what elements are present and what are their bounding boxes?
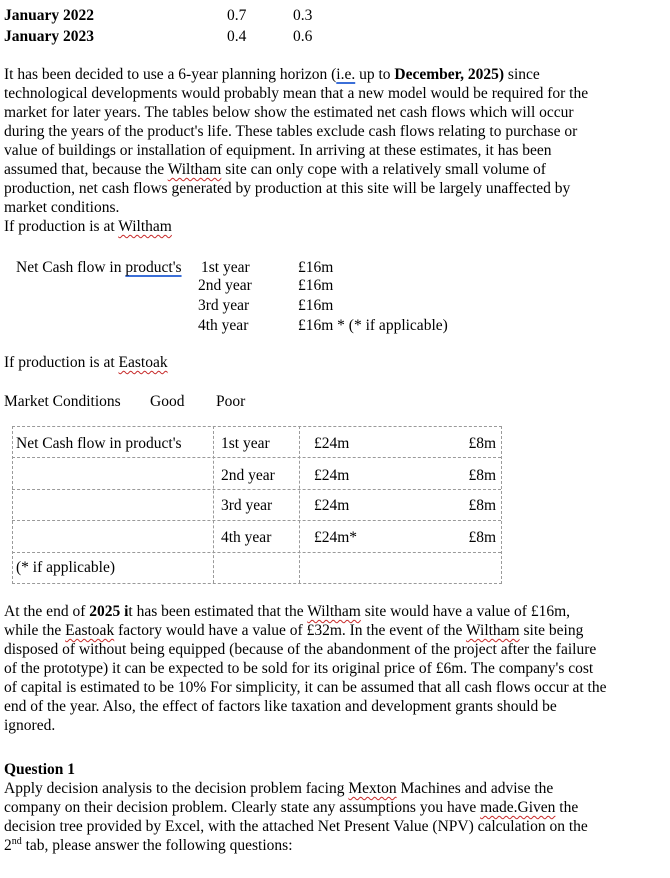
year-label: 4th year bbox=[221, 529, 272, 546]
good-value: £24m bbox=[314, 435, 350, 452]
end-paragraph: At the end of 2025 it has been estimated that the Wiltham site would have a value of £16m, while the Eastoak factory would have a value of £32m. In the event of the Wiltham site being disposed of without being equipped (because of the abandonment of the project after the failure of the prototype) it can be expected to be sold for its original price of £6m. The company's cost of capital is estimated to be 10% For simplicity, it can be assumed that all cash flows occur at the end of the year. Also, the effect of factors like taxation and development grants should be ignored. bbox=[4, 603, 607, 734]
row-value: 0.4 bbox=[227, 28, 247, 45]
spelling-mark: Eastoak bbox=[118, 354, 168, 371]
good-value: £24m* bbox=[314, 529, 358, 546]
footnote: (* if applicable) bbox=[16, 559, 115, 576]
table-divider bbox=[12, 457, 501, 458]
year-label: 1st year bbox=[221, 435, 270, 452]
spelling-mark: Wiltham bbox=[118, 218, 172, 235]
year-label: 3rd year bbox=[198, 297, 250, 314]
row-value: 0.6 bbox=[293, 28, 313, 45]
wiltham-row-label: Net Cash flow in product's bbox=[16, 259, 182, 276]
table-divider bbox=[12, 489, 501, 490]
spelling-mark: made.Given bbox=[480, 799, 556, 816]
spelling-mark: Wiltham bbox=[307, 603, 361, 620]
good-value: £24m bbox=[314, 497, 350, 514]
row-value: 0.3 bbox=[293, 7, 313, 24]
spelling-mark: Eastoak bbox=[65, 622, 115, 639]
spelling-mark: Wiltham bbox=[466, 622, 520, 639]
spelling-mark: Mexton bbox=[348, 780, 397, 797]
year-label: 3rd year bbox=[221, 497, 273, 514]
eastoak-row-label: Net Cash flow in product's bbox=[16, 435, 182, 452]
year-label: 2nd year bbox=[221, 467, 275, 484]
question-title: Question 1 bbox=[4, 761, 76, 778]
year-label: 1st year bbox=[201, 259, 250, 276]
spelling-mark: Wiltham bbox=[167, 161, 222, 178]
table-divider bbox=[299, 426, 300, 583]
row-label: January 2022 bbox=[4, 7, 94, 24]
poor-label: Poor bbox=[216, 393, 246, 410]
market-conditions-label: Market Conditions bbox=[4, 393, 121, 410]
table-divider bbox=[12, 552, 501, 553]
table-divider bbox=[213, 426, 214, 583]
row-label: January 2023 bbox=[4, 28, 94, 45]
poor-value: £8m bbox=[468, 467, 496, 484]
question-section: Question 1 Apply decision analysis to the decision problem facing Mexton Machines and advise the company on their decision problem. Clearly state any assumptions you have made.Given the decision tree provided by Excel, with the attached Net Present Value (NPV) calculation on the 2nd tab, please answer the following questions: bbox=[4, 760, 654, 855]
good-label: Good bbox=[150, 393, 185, 410]
table-divider bbox=[12, 520, 501, 521]
eastoak-heading: If production is at Eastoak bbox=[4, 354, 168, 371]
poor-value: £8m bbox=[468, 435, 496, 452]
poor-value: £8m bbox=[468, 497, 496, 514]
spelling-mark: i.e. bbox=[336, 66, 356, 83]
year-label: 4th year bbox=[198, 317, 249, 334]
poor-value: £8m bbox=[468, 529, 496, 546]
row-value: 0.7 bbox=[227, 7, 247, 24]
good-value: £24m bbox=[314, 467, 350, 484]
cash-value: £16m bbox=[298, 259, 334, 276]
year-label: 2nd year bbox=[198, 277, 252, 294]
cash-value: £16m * (* if applicable) bbox=[298, 317, 448, 334]
cash-value: £16m bbox=[298, 277, 334, 294]
intro-paragraph: It has been decided to use a 6-year planning horizon (i.e. up to December, 2025) since technological developments would probably mean that a new model would be required for the market for later years. The tables below show the estimated net cash flows which will occur during the years of the product's life. These tables exclude cash flows relating to purchase or value of buildings or installation of equipment. In arriving at these estimates, it has been assumed that, because the Wiltham site can only cope with a relatively small volume of production, net cash flows generated by production at this site will be largely unaffected by market conditions. If production is at Wiltham bbox=[4, 66, 589, 235]
cash-value: £16m bbox=[298, 297, 334, 314]
